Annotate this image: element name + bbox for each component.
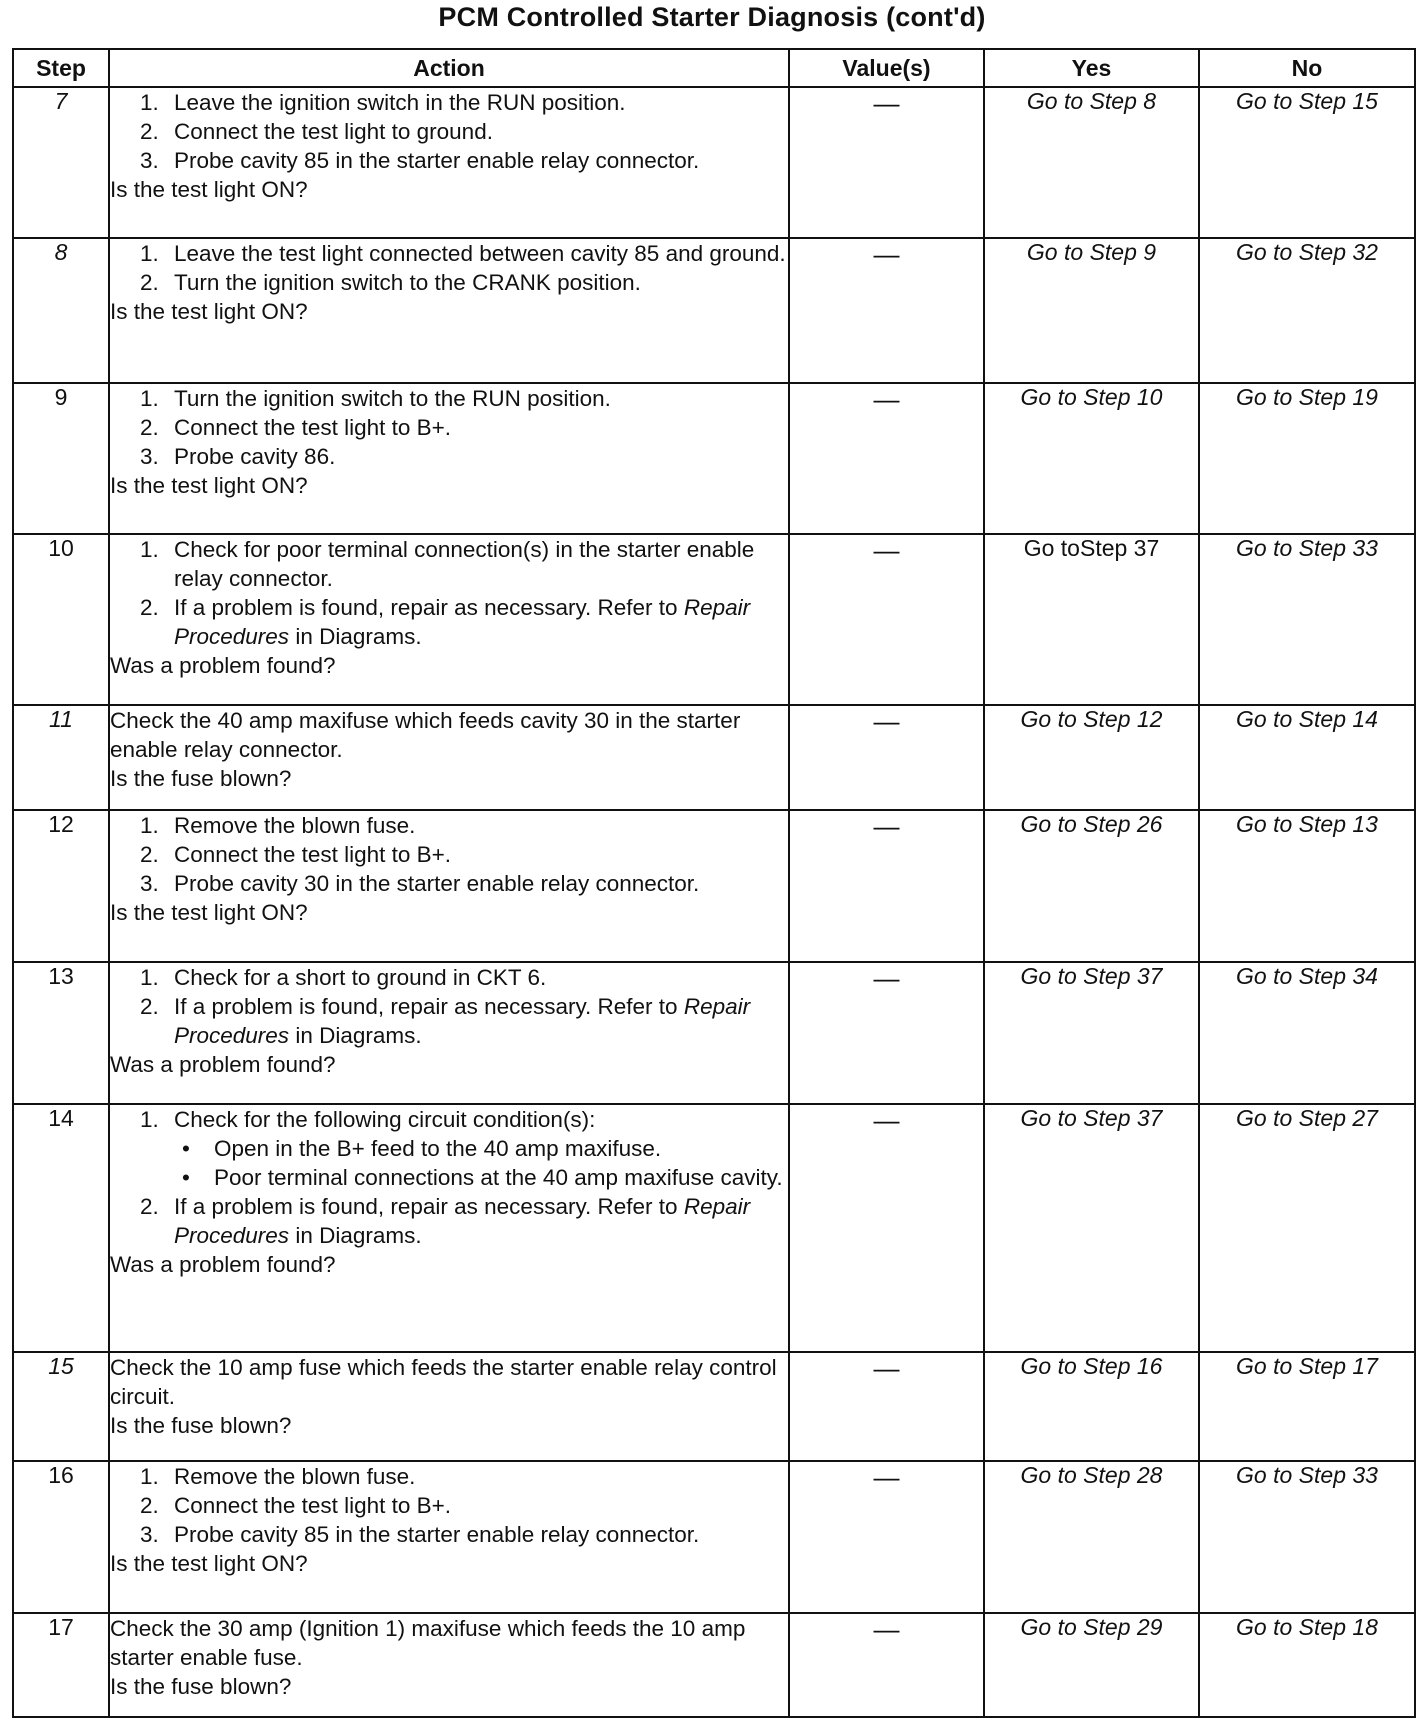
header-no: No bbox=[1199, 49, 1415, 87]
header-yes: Yes bbox=[984, 49, 1199, 87]
page-title: PCM Controlled Starter Diagnosis (cont'd) bbox=[438, 2, 986, 32]
header-action: Action bbox=[109, 49, 789, 87]
action-item: 1. Check for a short to ground in CKT 6. bbox=[140, 965, 547, 990]
table-row bbox=[13, 1104, 1415, 1352]
value-cell: — bbox=[789, 383, 984, 534]
table-row bbox=[13, 87, 1415, 238]
action-question: Was a problem found? bbox=[110, 653, 336, 678]
action-text: Check the 30 amp (Ignition 1) maxifuse which feeds the 10 amp starter enable fuse. bbox=[110, 1616, 746, 1670]
step-number: 15 bbox=[13, 1352, 109, 1461]
yes-cell: Go to Step 28 bbox=[984, 1461, 1199, 1613]
action-cell bbox=[109, 238, 789, 383]
no-cell: Go to Step 34 bbox=[1199, 962, 1415, 1104]
action-question: Is the fuse blown? bbox=[110, 1413, 292, 1438]
value-cell: — bbox=[789, 962, 984, 1104]
value-cell: — bbox=[789, 810, 984, 962]
yes-cell: Go to Step 37 bbox=[984, 1104, 1199, 1352]
action-question: Is the fuse blown? bbox=[110, 1674, 292, 1699]
no-cell: Go to Step 32 bbox=[1199, 238, 1415, 383]
action-item: 2. Connect the test light to B+. bbox=[140, 1493, 452, 1518]
no-cell: Go to Step 18 bbox=[1199, 1613, 1415, 1717]
action-item: 3. Probe cavity 85 in the starter enable relay connector. bbox=[140, 1522, 700, 1547]
action-item: 1. Turn the ignition switch to the RUN position. bbox=[140, 386, 611, 411]
action-item: 1. Remove the blown fuse. bbox=[140, 813, 416, 838]
action-item: 3. Probe cavity 85 in the starter enable relay connector. bbox=[140, 148, 700, 173]
action-item: 1. Leave the ignition switch in the RUN position. bbox=[140, 90, 626, 115]
no-cell: Go to Step 33 bbox=[1199, 534, 1415, 705]
step-number: 7 bbox=[13, 87, 109, 238]
yes-cell: Go toStep 37 bbox=[984, 534, 1199, 705]
action-item: 1. Check for the following circuit condition(s): bbox=[140, 1107, 596, 1132]
action-item: 3. Probe cavity 30 in the starter enable relay connector. bbox=[140, 871, 700, 896]
step-number: 12 bbox=[13, 810, 109, 962]
yes-cell: Go to Step 8 bbox=[984, 87, 1199, 238]
action-question: Is the test light ON? bbox=[110, 900, 308, 925]
action-item: 2. If a problem is found, repair as necessary. Refer to Repair Procedures in Diagrams. bbox=[140, 994, 751, 1048]
yes-cell: Go to Step 26 bbox=[984, 810, 1199, 962]
value-cell: — bbox=[789, 1104, 984, 1352]
diagnosis-table bbox=[12, 48, 1416, 1718]
action-question: Was a problem found? bbox=[110, 1052, 336, 1077]
no-cell: Go to Step 14 bbox=[1199, 705, 1415, 810]
no-cell: Go to Step 19 bbox=[1199, 383, 1415, 534]
value-cell: — bbox=[789, 534, 984, 705]
step-number: 17 bbox=[13, 1613, 109, 1717]
table-row bbox=[13, 962, 1415, 1104]
action-question: Is the test light ON? bbox=[110, 473, 308, 498]
table-row bbox=[13, 534, 1415, 705]
no-cell: Go to Step 13 bbox=[1199, 810, 1415, 962]
action-cell bbox=[109, 383, 789, 534]
table-row bbox=[13, 705, 1415, 810]
step-number: 10 bbox=[13, 534, 109, 705]
header-step: Step bbox=[13, 49, 109, 87]
step-number: 9 bbox=[13, 383, 109, 534]
action-item: 2. Connect the test light to B+. bbox=[140, 415, 452, 440]
step-number: 14 bbox=[13, 1104, 109, 1352]
yes-cell: Go to Step 16 bbox=[984, 1352, 1199, 1461]
no-cell: Go to Step 17 bbox=[1199, 1352, 1415, 1461]
action-question: Was a problem found? bbox=[110, 1252, 336, 1277]
step-number: 16 bbox=[13, 1461, 109, 1613]
bullet-item: • Poor terminal connections at the 40 amp maxifuse cavity. bbox=[182, 1165, 783, 1190]
action-question: Is the test light ON? bbox=[110, 177, 308, 202]
action-cell bbox=[109, 534, 789, 705]
action-cell bbox=[109, 1461, 789, 1613]
table-row bbox=[13, 1352, 1415, 1461]
table-row bbox=[13, 1461, 1415, 1613]
yes-cell: Go to Step 9 bbox=[984, 238, 1199, 383]
action-item: 2. If a problem is found, repair as necessary. Refer to Repair Procedures in Diagrams. bbox=[140, 595, 751, 649]
action-question: Is the fuse blown? bbox=[110, 766, 292, 791]
action-question: Is the test light ON? bbox=[110, 1551, 308, 1576]
action-item: 1. Leave the test light connected between cavity 85 and ground. bbox=[140, 241, 786, 266]
table-row bbox=[13, 810, 1415, 962]
value-cell: — bbox=[789, 87, 984, 238]
action-item: 1. Check for poor terminal connection(s) in the starter enable relay connector. bbox=[140, 537, 755, 591]
header-value: Value(s) bbox=[789, 49, 984, 87]
value-cell: — bbox=[789, 1461, 984, 1613]
action-item: 2. Connect the test light to B+. bbox=[140, 842, 452, 867]
action-item: 1. Remove the blown fuse. bbox=[140, 1464, 416, 1489]
no-cell: Go to Step 27 bbox=[1199, 1104, 1415, 1352]
no-cell: Go to Step 33 bbox=[1199, 1461, 1415, 1613]
action-question: Is the test light ON? bbox=[110, 299, 308, 324]
action-cell bbox=[109, 962, 789, 1104]
no-cell: Go to Step 15 bbox=[1199, 87, 1415, 238]
action-cell bbox=[109, 1613, 789, 1717]
action-cell bbox=[109, 1352, 789, 1461]
table-row bbox=[13, 238, 1415, 383]
yes-cell: Go to Step 10 bbox=[984, 383, 1199, 534]
yes-cell: Go to Step 12 bbox=[984, 705, 1199, 810]
action-text: Check the 40 amp maxifuse which feeds cavity 30 in the starter enable relay connector. bbox=[110, 708, 741, 762]
value-cell: — bbox=[789, 705, 984, 810]
action-item: 2. Turn the ignition switch to the CRANK position. bbox=[140, 270, 641, 295]
action-cell bbox=[109, 87, 789, 238]
table-row bbox=[13, 383, 1415, 534]
step-number: 11 bbox=[13, 705, 109, 810]
table-row bbox=[13, 1613, 1415, 1717]
action-item: 2. Connect the test light to ground. bbox=[140, 119, 493, 144]
step-number: 8 bbox=[13, 238, 109, 383]
action-cell bbox=[109, 705, 789, 810]
header-row bbox=[13, 49, 1415, 87]
action-item: 2. If a problem is found, repair as necessary. Refer to Repair Procedures in Diagrams. bbox=[140, 1194, 751, 1248]
action-text: Check the 10 amp fuse which feeds the starter enable relay control circuit. bbox=[110, 1355, 777, 1409]
action-cell bbox=[109, 810, 789, 962]
bullet-item: • Open in the B+ feed to the 40 amp maxifuse. bbox=[182, 1136, 662, 1161]
yes-cell: Go to Step 37 bbox=[984, 962, 1199, 1104]
value-cell: — bbox=[789, 1352, 984, 1461]
value-cell: — bbox=[789, 1613, 984, 1717]
value-cell: — bbox=[789, 238, 984, 383]
step-number: 13 bbox=[13, 962, 109, 1104]
action-item: 3. Probe cavity 86. bbox=[140, 444, 336, 469]
action-cell bbox=[109, 1104, 789, 1352]
yes-cell: Go to Step 29 bbox=[984, 1613, 1199, 1717]
